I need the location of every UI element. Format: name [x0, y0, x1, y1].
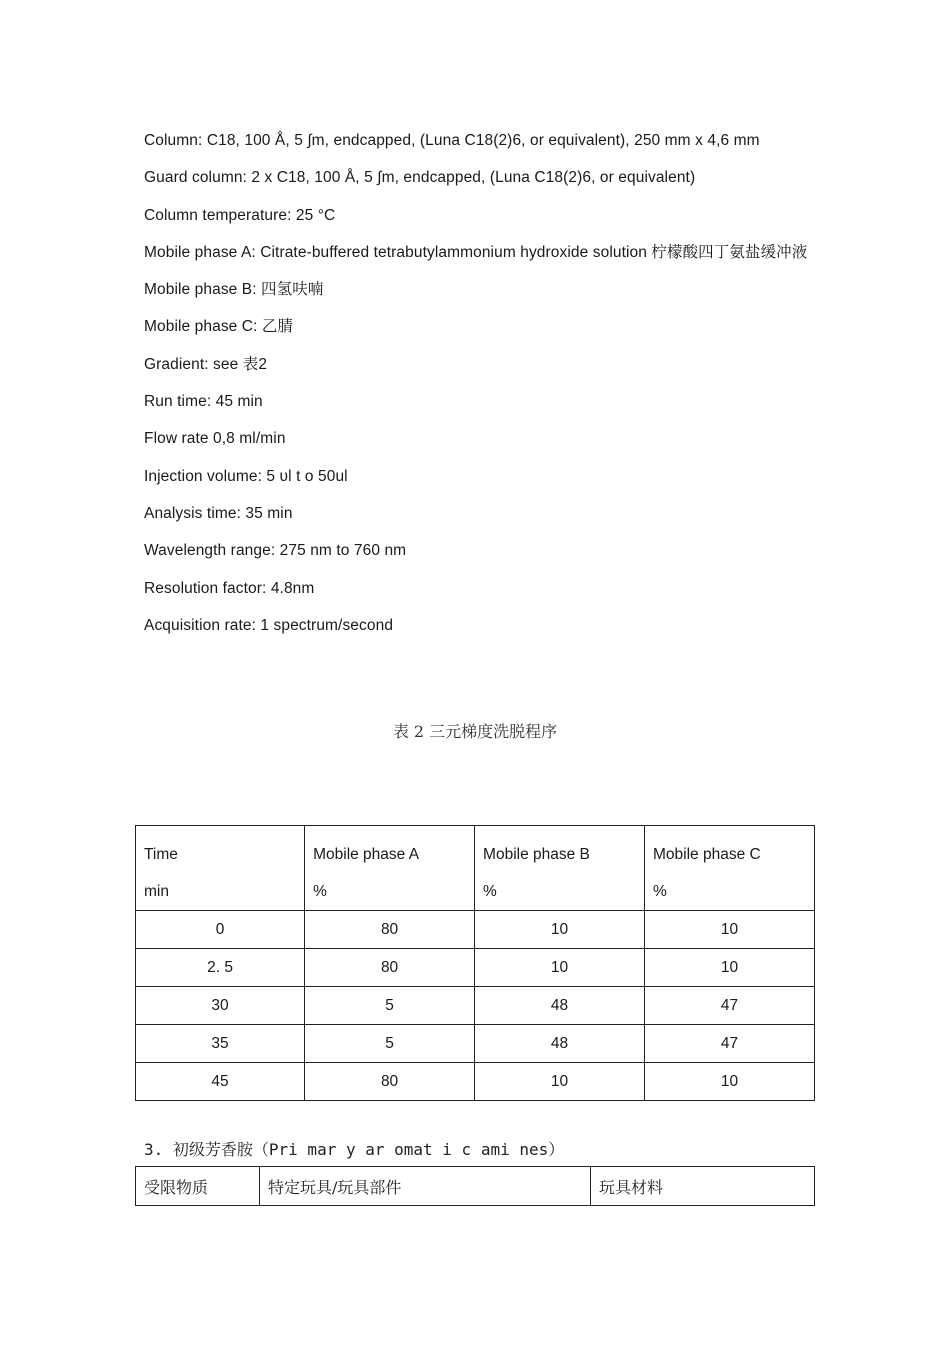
table-cell: 35 [136, 1025, 305, 1063]
table-cell: 10 [475, 949, 645, 987]
param-column-temperature: Column temperature: 25 °C [144, 206, 336, 224]
gradient-table [135, 825, 815, 1101]
section-heading: 3. 初级芳香胺（Pri mar y ar omat i c ami nes） [144, 1140, 565, 1159]
table-cell: 45 [136, 1063, 305, 1101]
param-mobile-phase-b: Mobile phase B: 四氢呋喃 [144, 281, 324, 299]
param-analysis-time: Analysis time: 35 min [144, 504, 293, 522]
table-cell: 10 [645, 949, 815, 987]
parameter-list [144, 122, 824, 644]
header-cell-time: Time min [136, 826, 305, 911]
table-cell: 80 [305, 911, 475, 949]
table-row [136, 1063, 815, 1101]
table-cell: 30 [136, 987, 305, 1025]
table-cell: 10 [475, 911, 645, 949]
materials-table-header-row [136, 1167, 815, 1206]
table-cell: 2. 5 [136, 949, 305, 987]
param-column: Column: C18, 100 Å, 5 ∫m, endcapped, (Luna C18(2)6, or equivalent), 250 mm x 4,6 mm [144, 132, 760, 149]
table-caption: 表 2 三元梯度洗脱程序 [392, 722, 558, 741]
param-wavelength-range: Wavelength range: 275 nm to 760 nm [144, 542, 407, 560]
header-cell-phase-a: Mobile phase A % [305, 826, 475, 911]
table-cell: 47 [645, 987, 815, 1025]
table-cell: 10 [475, 1063, 645, 1101]
table-row [136, 911, 815, 949]
table-cell: 80 [305, 949, 475, 987]
header-cell-specific-toy-part: 特定玩具/玩具部件 [260, 1167, 591, 1206]
param-guard-column: Guard column: 2 x C18, 100 Å, 5 ∫m, endcapped, (Luna C18(2)6, or equivalent) [144, 169, 696, 187]
header-cell-toy-material: 玩具材料 [591, 1167, 815, 1206]
param-gradient: Gradient: see 表2 [144, 355, 268, 373]
header-cell-phase-b: Mobile phase B % [475, 826, 645, 911]
table-cell: 5 [305, 1025, 475, 1063]
table-cell: 47 [645, 1025, 815, 1063]
param-mobile-phase-c: Mobile phase C: 乙腈 [144, 318, 294, 336]
table-cell: 48 [475, 987, 645, 1025]
param-run-time: Run time: 45 min [144, 393, 263, 411]
table-cell: 48 [475, 1025, 645, 1063]
materials-table [135, 1166, 815, 1206]
table-row [136, 1025, 815, 1063]
table-cell: 80 [305, 1063, 475, 1101]
table-cell: 10 [645, 911, 815, 949]
table-cell: 10 [645, 1063, 815, 1101]
table-cell: 0 [136, 911, 305, 949]
table-cell: 5 [305, 987, 475, 1025]
param-resolution-factor: Resolution factor: 4.8nm [144, 579, 315, 597]
param-flow-rate: Flow rate 0,8 ml/min [144, 430, 286, 448]
param-injection-volume: Injection volume: 5 υl t o 50ul [144, 467, 348, 485]
gradient-table-header-row [136, 826, 815, 911]
table-row [136, 949, 815, 987]
table-row [136, 987, 815, 1025]
param-acquisition-rate: Acquisition rate: 1 spectrum/second [144, 616, 394, 634]
header-cell-phase-c: Mobile phase C % [645, 826, 815, 911]
header-cell-restricted-substance: 受限物质 [136, 1167, 260, 1206]
param-mobile-phase-a: Mobile phase A: Citrate-buffered tetrabutylammonium hydroxide solution 柠檬酸四丁氨盐缓冲液 [144, 243, 808, 261]
